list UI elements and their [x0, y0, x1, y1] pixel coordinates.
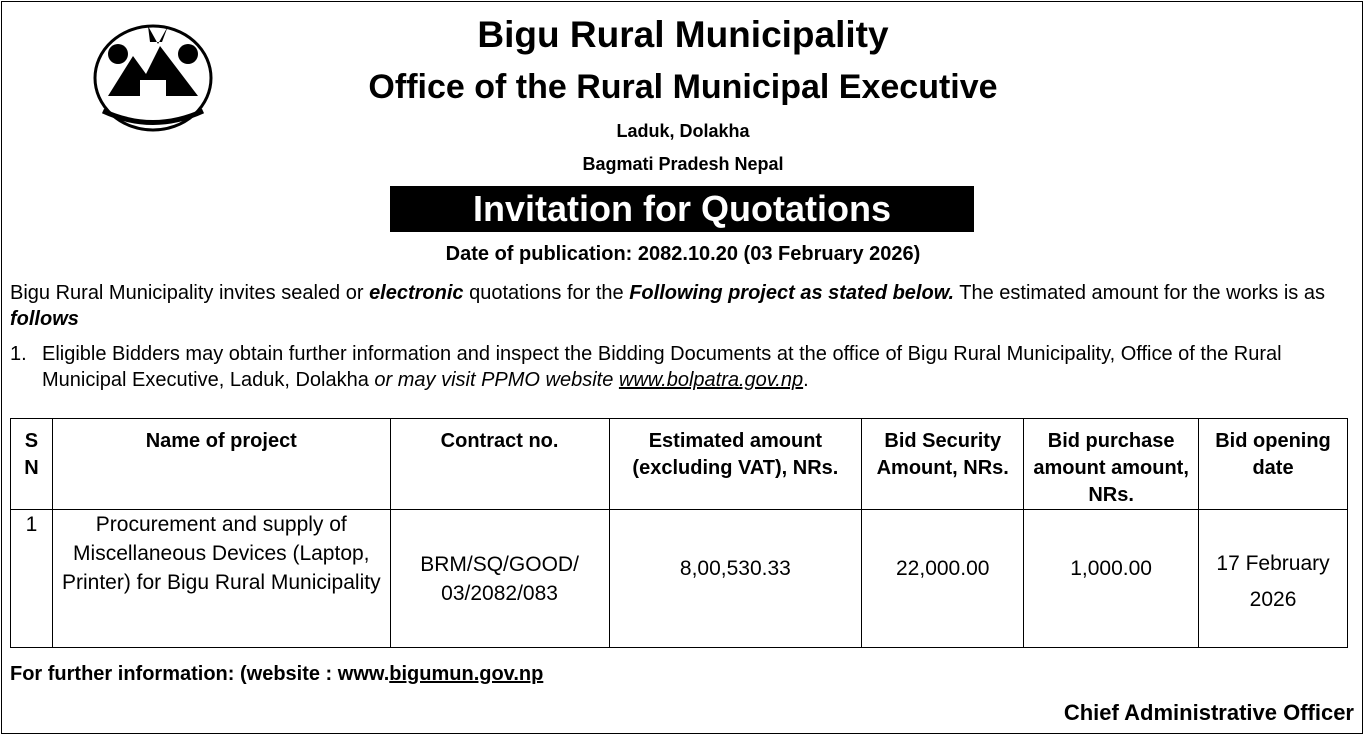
table-row	[11, 510, 1348, 648]
municipality-title: Bigu Rural Municipality	[477, 14, 889, 55]
cell-purchase: 1,000.00	[1024, 510, 1199, 648]
col-header-project: Name of project	[52, 419, 390, 510]
address-line1: Laduk, Dolakha	[616, 121, 750, 141]
intro-paragraph	[10, 280, 1358, 332]
col-header-opening: Bid opening date	[1199, 419, 1348, 510]
address-line2: Bagmati Pradesh Nepal	[582, 154, 784, 174]
intro-text: quotations for the	[463, 282, 630, 304]
item-italic: or may visit PPMO website	[374, 369, 619, 391]
signatory: Chief Administrative Officer	[1063, 700, 1354, 725]
cell-contract: BRM/SQ/GOOD/ 03/2082/083	[390, 510, 609, 648]
col-header-purchase: Bid purchase amount amount, NRs.	[1024, 419, 1199, 510]
intro-emphasis: electronic	[369, 282, 464, 304]
publication-date: Date of publication: 2082.10.20 (03 February 2026)	[445, 243, 921, 265]
quotation-table	[10, 418, 1348, 648]
item-number: 1.	[10, 343, 27, 365]
info-prefix: For further information: (website : www.	[10, 663, 390, 685]
col-header-security: Bid Security Amount, NRs.	[862, 419, 1024, 510]
municipality-website-link[interactable]: bigumun.gov.np	[389, 663, 544, 685]
office-title: Office of the Rural Municipal Executive	[368, 68, 998, 106]
cell-security: 22,000.00	[862, 510, 1024, 648]
notice-title-banner: Invitation for Quotations	[390, 186, 974, 232]
item-text: Eligible Bidders may obtain further information and inspect the Bidding Documents at the office of Bigu Rural Municipality, Office of the Rural Municipal Executive, Laduk, Dolakha	[42, 343, 1282, 391]
col-header-estimated: Estimated amount (excluding VAT), NRs.	[609, 419, 862, 510]
intro-text: The estimated amount for the works is as	[954, 282, 1325, 304]
intro-emphasis: follows	[10, 308, 79, 330]
ppmo-website-link[interactable]: www.bolpatra.gov.np	[618, 369, 804, 391]
cell-opening: 17 February 2026	[1199, 510, 1348, 648]
cell-estimated: 8,00,530.33	[609, 510, 862, 648]
col-header-sn: S N	[11, 419, 53, 510]
further-info	[10, 663, 543, 686]
table-header-row	[11, 419, 1348, 510]
cell-project: Procurement and supply of Miscellaneous Devices (Laptop, Printer) for Bigu Rural Municipality	[52, 510, 390, 648]
instruction-item	[10, 341, 1358, 393]
intro-emphasis: Following project as stated below.	[629, 282, 955, 304]
col-header-contract: Contract no.	[390, 419, 609, 510]
cell-sn: 1	[11, 510, 53, 648]
item-end: .	[803, 369, 809, 391]
intro-text: Bigu Rural Municipality invites sealed or	[10, 282, 370, 304]
